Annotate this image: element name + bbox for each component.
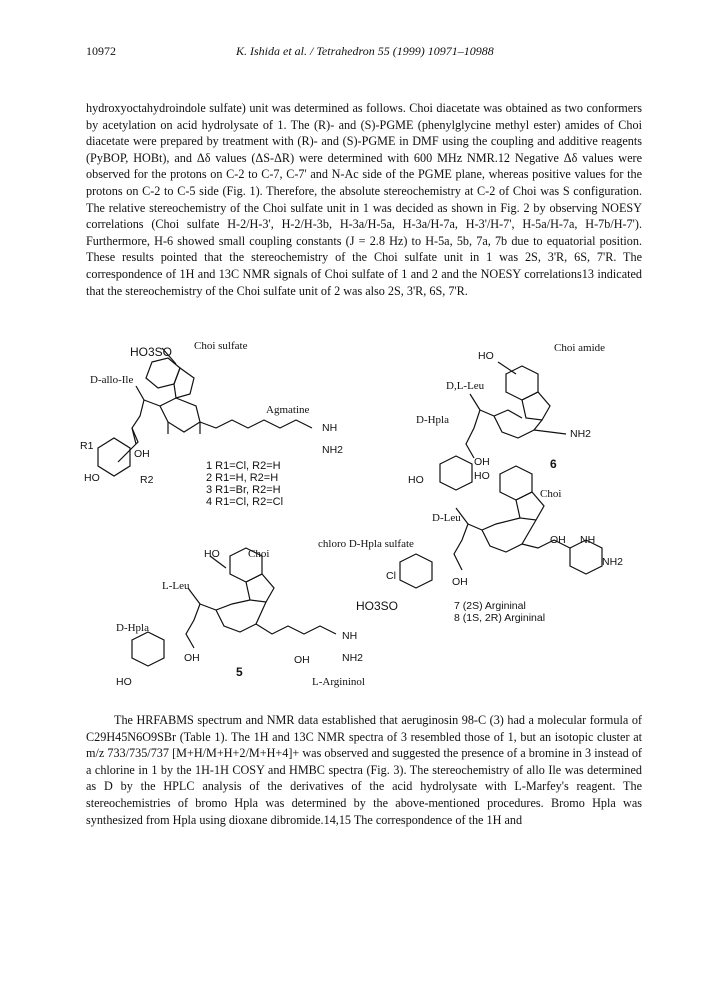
s6-hpla-label: D-Hpla [416,414,449,426]
s7-d-leu-label: D-Leu [432,512,461,524]
s7-cl-label: Cl [386,570,396,582]
s5-argininol-label: L-Argininol [312,676,365,688]
s5-compound-number: 5 [236,665,243,679]
s6-ho-label: HO [408,474,424,486]
page-number: 10972 [86,44,116,58]
s1-ho-label: HO [84,472,100,484]
s1-allo-ile-label: D-allo-Ile [90,374,134,386]
s7-oh2-label: OH [550,534,566,546]
s7-compound-7: 7 (2S) Argininal [454,600,526,612]
s7-oh-label: OH [452,576,468,588]
running-title: K. Ishida et al. / Tetrahedron 55 (1999) 10971–10988 [236,44,494,58]
s6-choi-amide-label: Choi amide [554,342,606,354]
structure-drawings [76,334,646,700]
s7-nh2-label: NH2 [602,556,624,568]
compound-5-skeleton [132,548,336,666]
s1-r2-label: R2 [140,474,154,486]
s1-compound-list [206,460,283,508]
s7-choi-label: Choi [540,488,562,500]
s7-sulfate-label: HO3SO [356,599,399,613]
structures-figure [76,334,646,700]
compound-7-8-skeleton [400,466,602,588]
compound-3: 3 R1=Br, R2=H [206,484,281,496]
s5-oh-label: OH [184,652,200,664]
paragraph-2: The HRFABMS spectrum and NMR data established that aeruginosin 98-C (3) had a molecular formula of C29H45N6O9SBr (Table 1). The 1H and 13C NMR spectra of 3 resembled those of 1, but an isotopic cluster at m/z 733/735/737 [M+H/M+H+2/M+H+4]+ was observed and suggested the presence of a bromine in 3 instead of a chlorine in 1 by the 1H-1H COSY and HMBC spectra (Fig. 3). The stereochemistry of allo Ile was determined as D by the HPLC analysis of the derivatives of the acid hydrolysate with L-Marfey's reagent. The stereochemistries of bromo Hpla was determined by the above-mentioned procedures. Bromo Hpla was synthesized from Hpla using dioxane dibromide.14,15 The correspondence of the 1H and [86,713,642,827]
s1-oh-label: OH [134,448,150,460]
s5-ho-choi-label: HO [204,548,220,560]
s1-agmatine-label: Agmatine [266,404,310,416]
s6-compound-number: 6 [550,457,557,471]
s7-nh-label: NH [580,534,596,546]
s1-sulfate-group: HO3SO [130,345,173,359]
s6-oh-label: OH [474,456,490,468]
s7-chloro-label: chloro D-Hpla sulfate [318,538,414,550]
s5-l-leu-label: L-Leu [162,580,190,592]
s5-nh2-label: NH2 [342,652,364,664]
compound-4: 4 R1=Cl, R2=Cl [206,496,284,508]
compound-2: 2 R1=H, R2=H [206,472,279,484]
s1-nh2-label: NH2 [322,444,344,456]
page-header [86,44,646,60]
s7-compound-8: 8 (1S, 2R) Argininal [454,612,546,624]
s6-ho-choi-label: HO [478,350,494,362]
compound-1: 1 R1=Cl, R2=H [206,460,281,472]
s5-oh2-label: OH [294,654,310,666]
s7-ho-choi-label: HO [474,470,490,482]
s1-nh-label: NH [322,422,338,434]
s5-choi-label: Choi [248,548,270,560]
paragraph-1: hydroxyoctahydroindole sulfate) unit was determined as follows. Choi diacetate was obtained as two conformers by acetylation on acid hydrolysate of 1. The (R)- and (S)-PGME (phenylglycine methyl ester) amides of Choi diacetate were prepared by treatment with (R)- and (S)-PGME in DMF using the coupling and additive reagents (PyBOP, HOBt), and Δδ values (ΔS-ΔR) were determined with 600 MHz NMR.12 Negative Δδ values were observed for the protons on C-2 to C-7, C-7' and N-Ac side of the PGME plane, whereas positive values for the protons on C-2 to C-5 side (Fig. 1). Therefore, the absolute stereochemistry at C-2 of Choi was S configuration. The relative stereochemistry of the Choi sulfate unit in 1 was decided as shown in Fig. 2 by observing NOESY correlations (Choi sulfate H-2/H-3', H-2/H-3b, H-3a/H-5a, H-3a/H-7a, H-3'/H-7', H-5a/H-7a, H-7b/H-7'). Furthermore, H-6 showed small coupling constants (J = 2.8 Hz) to H-5a, 5b, 7a, 7b due to equatorial position. These results pointed that the stereochemistry of the Choi sulfate unit in 1 was 2S, 3'R, 6S, 7'R. The correspondence of 1H and 13C NMR signals of Choi sulfate of 1 and 2 and the NOESY correlations13 indicated that the stereochemistry of the Choi sulfate unit of 2 was also 2S, 3'R, 6S, 7'R. [86,101,642,298]
s5-nh-label: NH [342,630,358,642]
s5-hpla-label: D-Hpla [116,622,149,634]
s1-r1-label: R1 [80,440,94,452]
s5-ho-label: HO [116,676,132,688]
s6-dl-leu-label: D,L-Leu [446,380,485,392]
s6-nh2-label: NH2 [570,428,592,440]
s1-choi-sulfate-label: Choi sulfate [194,340,248,352]
